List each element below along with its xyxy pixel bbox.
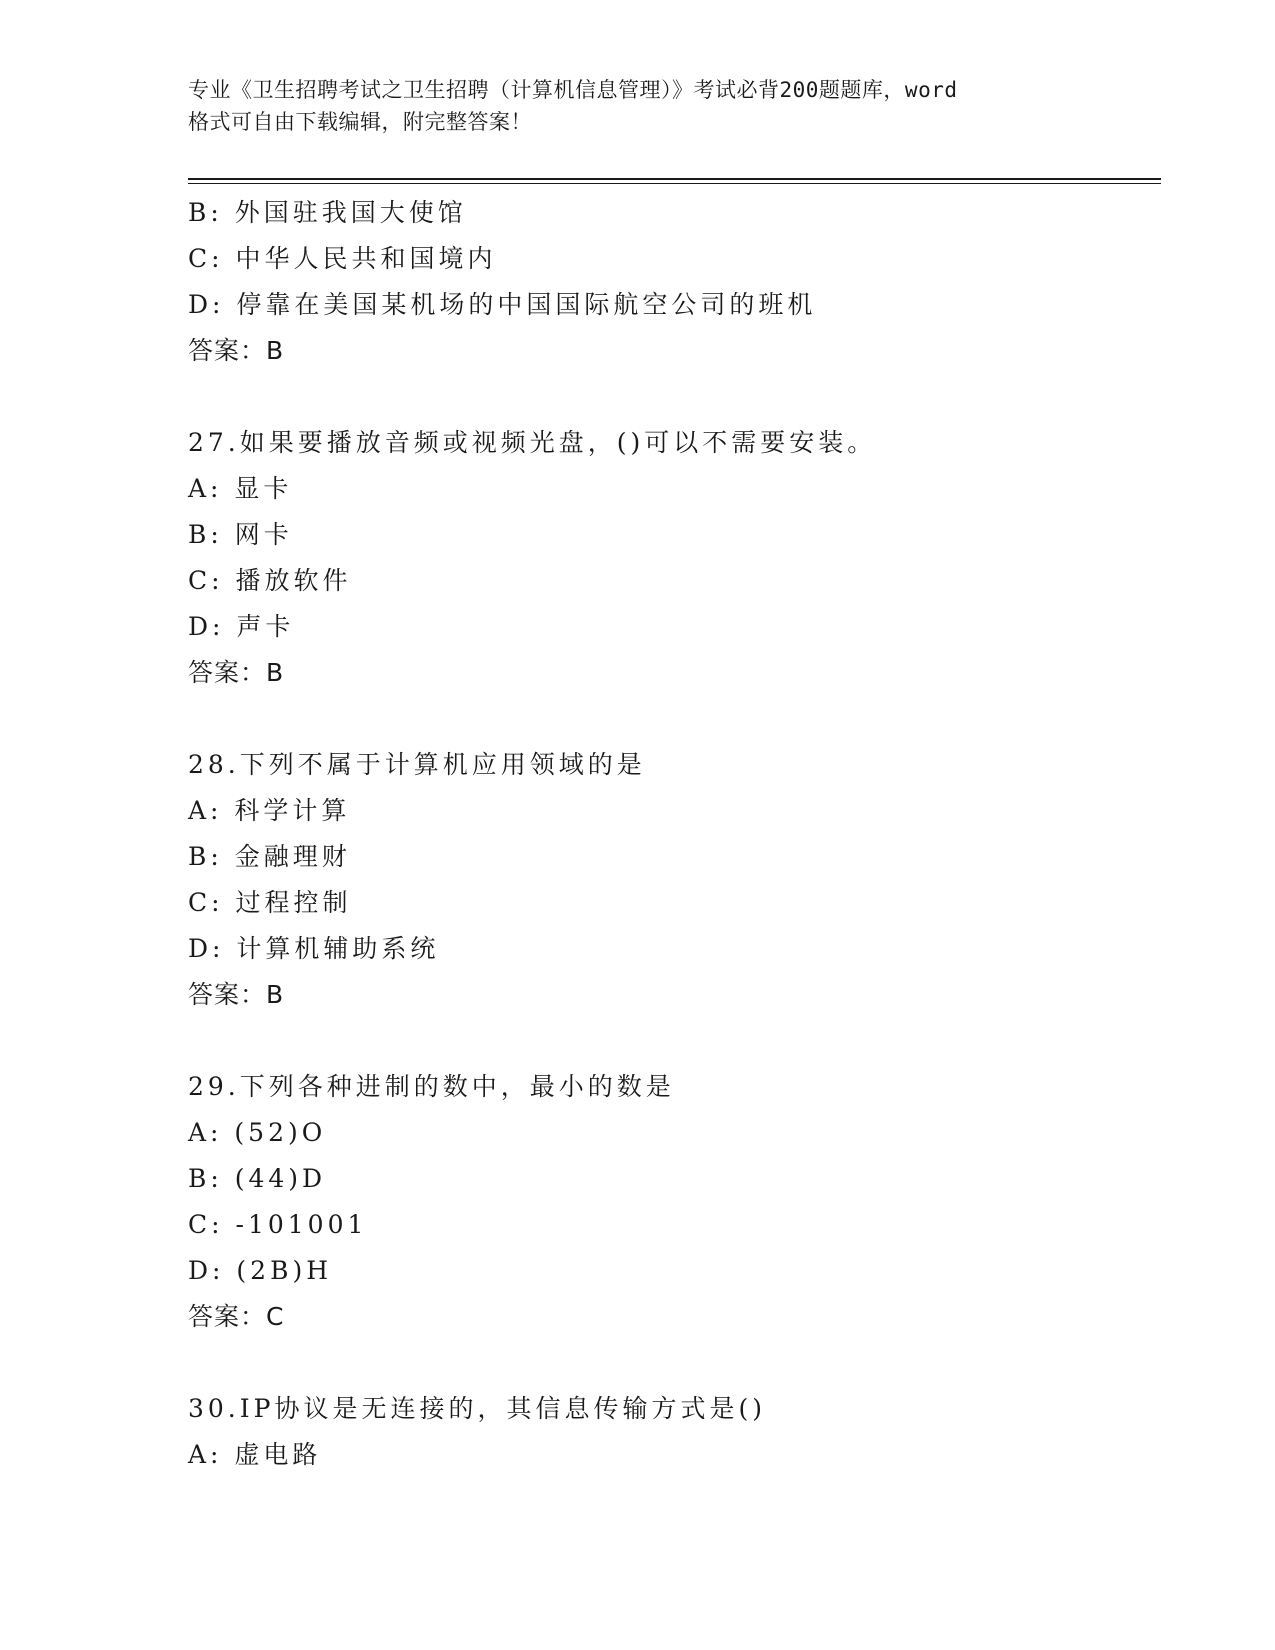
spacer: [188, 374, 1161, 420]
option-c: C: -101001: [188, 1210, 368, 1239]
option-d: D: 停靠在美国某机场的中国国际航空公司的班机: [188, 290, 817, 319]
answer-line: 答案：C: [188, 1302, 285, 1331]
option-d: D: (2B)H: [188, 1256, 332, 1285]
answer-line: 答案：B: [188, 980, 285, 1009]
option-a: A: 虚电路: [188, 1440, 322, 1469]
question-stem: 30.IP协议是无连接的，其信息传输方式是(): [188, 1394, 766, 1423]
option-b: B: 外国驻我国大使馆: [188, 198, 467, 227]
header-divider-thick: [188, 178, 1161, 180]
question-27: [188, 420, 1161, 696]
spacer: [188, 1340, 1161, 1386]
spacer: [188, 1018, 1161, 1064]
header-line-1: 专业《卫生招聘考试之卫生招聘（计算机信息管理）》考试必背200题题库，word: [188, 78, 958, 102]
option-b: B: 金融理财: [188, 842, 351, 871]
option-d: D: 计算机辅助系统: [188, 934, 440, 963]
option-a: A: 显卡: [188, 474, 293, 503]
header-line-2: 格式可自由下载编辑，附完整答案！: [188, 110, 532, 134]
option-b: B: (44)D: [188, 1164, 327, 1193]
option-c: C: 中华人民共和国境内: [188, 244, 497, 273]
question-29: [188, 1064, 1161, 1340]
question-stem: 27.如果要播放音频或视频光盘，()可以不需要安装。: [188, 428, 877, 457]
option-c: C: 过程控制: [188, 888, 352, 917]
question-28: [188, 742, 1161, 1018]
answer-line: 答案：B: [188, 658, 285, 687]
question-list: [188, 190, 1161, 1478]
question-stem: 28.下列不属于计算机应用领域的是: [188, 750, 646, 779]
question-stem: 29.下列各种进制的数中，最小的数是: [188, 1072, 675, 1101]
option-b: B: 网卡: [188, 520, 293, 549]
answer-line: 答案：B: [188, 336, 285, 365]
question-30: [188, 1386, 1161, 1478]
option-c: C: 播放软件: [188, 566, 352, 595]
option-a: A: (52)O: [188, 1118, 327, 1147]
document-header: [188, 74, 1088, 138]
header-divider-thin: [188, 183, 1161, 184]
option-d: D: 声卡: [188, 612, 295, 641]
option-a: A: 科学计算: [188, 796, 351, 825]
question-26-partial: [188, 190, 1161, 374]
spacer: [188, 696, 1161, 742]
